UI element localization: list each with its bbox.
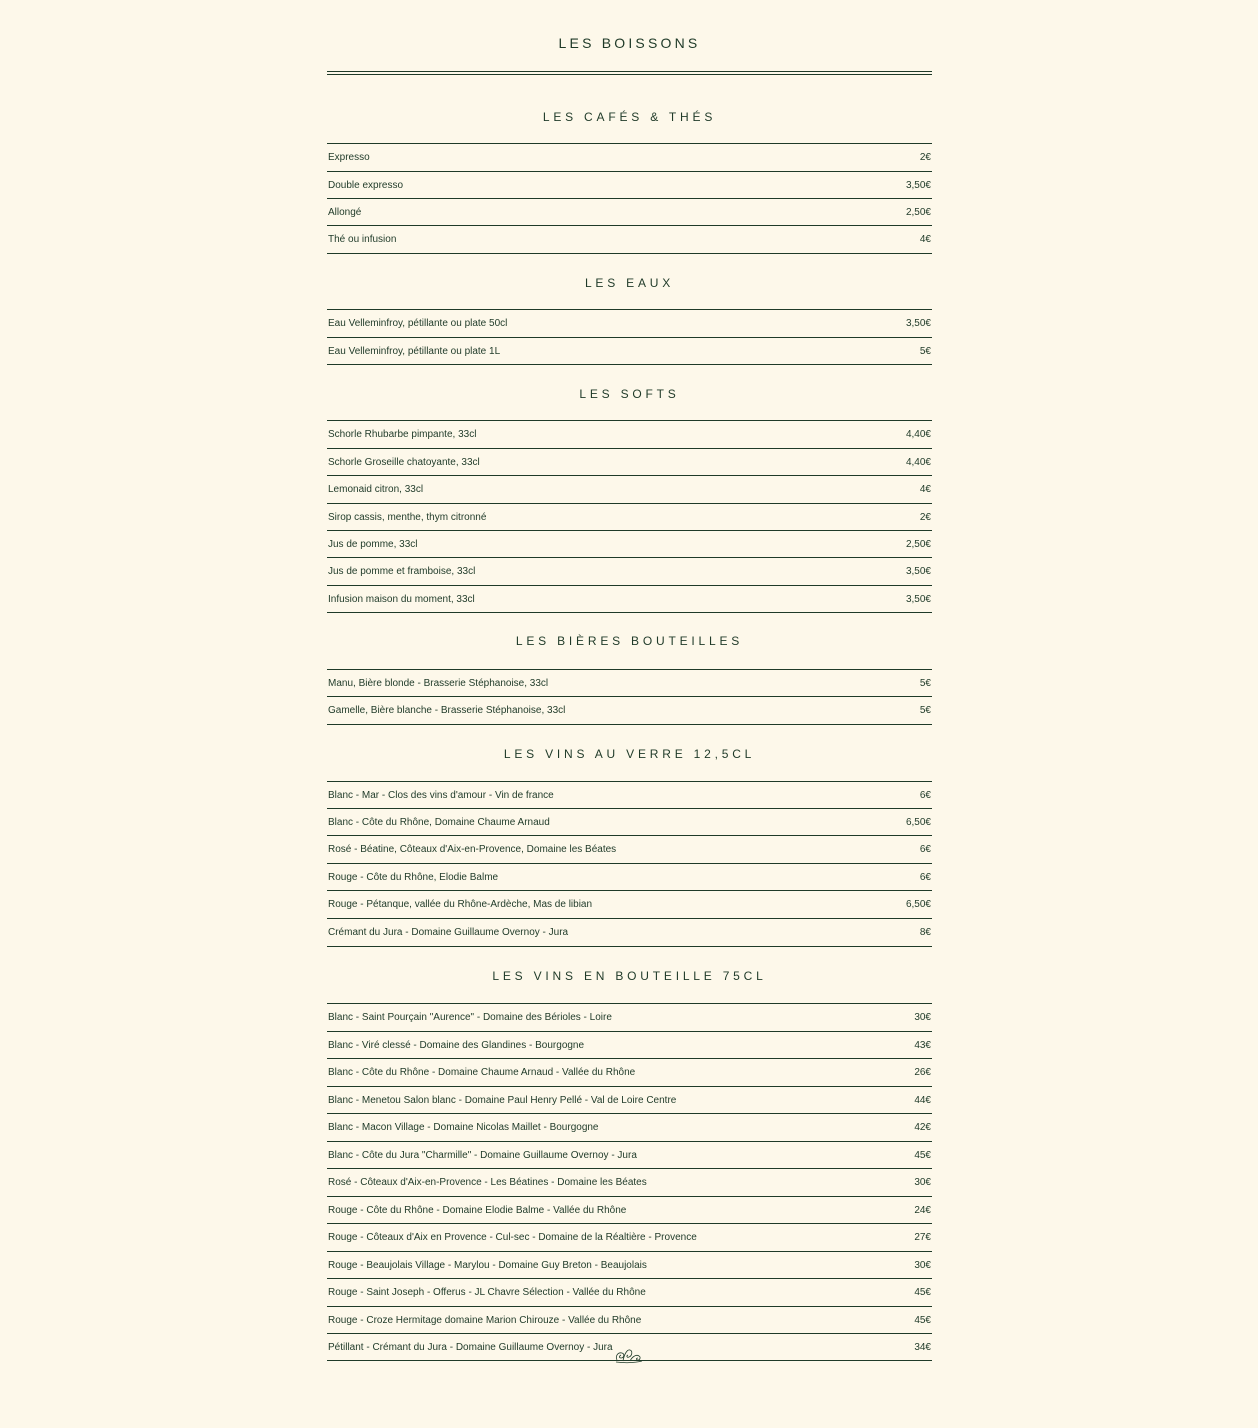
- menu-item-row: [327, 782, 932, 809]
- item-name: Gamelle, Bière blanche - Brasserie Stéphanoise, 33cl: [328, 705, 566, 716]
- item-name: Rouge - Beaujolais Village - Marylou - Domaine Guy Breton - Beaujolais: [328, 1259, 647, 1271]
- menu-item-row: [327, 558, 932, 586]
- section-title: LES SOFTS: [579, 387, 680, 401]
- section-title: LES BIÈRES BOUTEILLES: [515, 634, 744, 648]
- item-list: [327, 781, 932, 947]
- item-price: 2€: [919, 511, 931, 523]
- item-list: [327, 1003, 932, 1361]
- item-name: Rosé - Béatine, Côteaux d'Aix-en-Provence, Domaine les Béates: [328, 844, 617, 855]
- item-name: Rosé - Côteaux d'Aix-en-Provence - Les Béatines - Domaine les Béates: [328, 1177, 647, 1188]
- item-name: Blanc - Viré clessé - Domaine des Glandines - Bourgogne: [328, 1039, 585, 1051]
- menu-item-row: [327, 310, 932, 338]
- section-title: LES CAFÉS & THÉS: [542, 110, 717, 124]
- menu-item-row: [327, 891, 932, 919]
- item-name: Thé ou infusion: [328, 234, 397, 245]
- item-price: 4€: [919, 234, 931, 245]
- item-name: Blanc - Côte du Rhône - Domaine Chaume Arnaud - Vallée du Rhône: [328, 1067, 636, 1078]
- menu-item-row: [327, 1004, 932, 1032]
- menu-item-row: [327, 1252, 932, 1279]
- menu-sections: [327, 109, 932, 1361]
- item-price: 2€: [919, 152, 931, 163]
- item-name: Blanc - Macon Village - Domaine Nicolas Maillet - Bourgogne: [328, 1122, 599, 1133]
- item-price: 6,50€: [905, 899, 931, 910]
- menu-page: [327, 0, 932, 1361]
- item-name: Rouge - Côte du Rhône - Domaine Elodie Balme - Vallée du Rhône: [328, 1204, 627, 1216]
- item-name: Rouge - Pétanque, vallée du Rhône-Ardèche, Mas de libian: [328, 899, 593, 910]
- item-name: Blanc - Menetou Salon blanc - Domaine Paul Henry Pellé - Val de Loire Centre: [328, 1094, 677, 1106]
- item-name: Sirop cassis, menthe, thym citronné: [328, 511, 487, 523]
- item-price: 6€: [919, 871, 931, 883]
- menu-item-row: [327, 144, 932, 172]
- menu-item-row: [327, 697, 932, 725]
- menu-item-row: [327, 1169, 932, 1197]
- item-price: 30€: [914, 1259, 931, 1271]
- item-name: Allongé: [328, 206, 362, 218]
- menu-item-row: [327, 1059, 932, 1087]
- item-price: 3,50€: [905, 566, 931, 577]
- item-name: Blanc - Côte du Rhône, Domaine Chaume Arnaud: [328, 816, 550, 828]
- item-price: 30€: [914, 1012, 931, 1023]
- menu-item-row: [327, 809, 932, 836]
- item-name: Schorle Rhubarbe pimpante, 33cl: [328, 429, 477, 440]
- item-price: 44€: [914, 1094, 931, 1106]
- item-name: Blanc - Mar - Clos des vins d'amour - Vin de france: [328, 789, 554, 801]
- item-name: Blanc - Côte du Jura "Charmille" - Domaine Guillaume Overnoy - Jura: [328, 1149, 637, 1161]
- item-price: 3,50€: [905, 593, 931, 605]
- page-title: LES BOISSONS: [558, 35, 701, 51]
- item-name: Rouge - Croze Hermitage domaine Marion Chirouze - Vallée du Rhône: [328, 1314, 642, 1326]
- item-price: 2,50€: [905, 206, 931, 218]
- item-name: Double expresso: [328, 179, 404, 191]
- menu-item-row: [327, 338, 932, 365]
- menu-item-row: [327, 1197, 932, 1224]
- menu-item-row: [327, 476, 932, 504]
- item-price: 45€: [914, 1287, 931, 1298]
- item-price: 5€: [919, 345, 931, 357]
- menu-section: [327, 746, 932, 947]
- item-name: Jus de pomme et framboise, 33cl: [328, 566, 476, 577]
- item-price: 42€: [914, 1122, 931, 1133]
- menu-item-row: [327, 1224, 932, 1252]
- menu-item-row: [327, 449, 932, 476]
- menu-item-row: [327, 199, 932, 226]
- item-list: [327, 669, 932, 725]
- item-price: 3,50€: [905, 179, 931, 191]
- item-price: 5€: [919, 705, 931, 716]
- item-price: 5€: [919, 677, 931, 689]
- item-price: 4,40€: [905, 429, 931, 440]
- item-name: Rouge - Côte du Rhône, Elodie Balme: [328, 871, 499, 883]
- section-title: LES VINS EN BOUTEILLE 75CL: [492, 969, 767, 983]
- section-title: LES EAUX: [584, 276, 675, 290]
- item-name: Manu, Bière blonde - Brasserie Stéphanoise, 33cl: [328, 677, 549, 689]
- menu-item-row: [327, 172, 932, 199]
- item-name: Blanc - Saint Pourçain "Aurence" - Domaine des Bérioles - Loire: [328, 1012, 612, 1023]
- item-price: 45€: [914, 1149, 931, 1161]
- item-price: 2,50€: [905, 538, 931, 550]
- menu-section: [327, 386, 932, 613]
- menu-item-row: [327, 586, 932, 613]
- item-name: Schorle Groseille chatoyante, 33cl: [328, 456, 480, 468]
- item-price: 3,50€: [905, 318, 931, 329]
- menu-section: [327, 109, 932, 254]
- menu-item-row: [327, 836, 932, 864]
- item-price: 24€: [914, 1204, 931, 1216]
- item-price: 4€: [919, 484, 931, 495]
- menu-item-row: [327, 1032, 932, 1059]
- menu-item-row: [327, 531, 932, 558]
- item-price: 6€: [919, 844, 931, 855]
- item-price: 27€: [914, 1232, 931, 1243]
- menu-item-row: [327, 226, 932, 254]
- item-name: Rouge - Côteaux d'Aix en Provence - Cul-sec - Domaine de la Réaltière - Provence: [328, 1232, 697, 1243]
- decorative-flourish-icon: [614, 1344, 644, 1366]
- title-double-rule: [327, 71, 932, 75]
- menu-item-row: [327, 1307, 932, 1334]
- menu-section: [327, 968, 932, 1361]
- item-name: Eau Velleminfroy, pétillante ou plate 1L: [328, 345, 501, 357]
- item-price: 6€: [919, 789, 931, 801]
- item-price: 8€: [919, 927, 931, 938]
- menu-item-row: [327, 421, 932, 449]
- item-price: 34€: [914, 1341, 931, 1353]
- menu-item-row: [327, 1087, 932, 1114]
- menu-item-row: [327, 919, 932, 947]
- item-price: 30€: [914, 1177, 931, 1188]
- item-price: 26€: [914, 1067, 931, 1078]
- item-price: 6,50€: [905, 816, 931, 828]
- item-list: [327, 309, 932, 365]
- menu-item-row: [327, 504, 932, 531]
- menu-item-row: [327, 1279, 932, 1307]
- item-list: [327, 143, 932, 254]
- menu-item-row: [327, 864, 932, 891]
- menu-section: [327, 275, 932, 365]
- item-name: Infusion maison du moment, 33cl: [328, 593, 475, 605]
- item-name: Lemonaid citron, 33cl: [328, 484, 424, 495]
- item-name: Expresso: [328, 152, 370, 163]
- item-name: Eau Velleminfroy, pétillante ou plate 50cl: [328, 318, 508, 329]
- item-list: [327, 420, 932, 613]
- item-price: 4,40€: [905, 456, 931, 468]
- item-price: 45€: [914, 1314, 931, 1326]
- menu-item-row: [327, 1142, 932, 1169]
- menu-section: [327, 633, 932, 725]
- menu-item-row: [327, 670, 932, 697]
- item-name: Crémant du Jura - Domaine Guillaume Overnoy - Jura: [328, 927, 569, 938]
- item-name: Jus de pomme, 33cl: [328, 538, 418, 550]
- menu-item-row: [327, 1114, 932, 1142]
- section-title: LES VINS AU VERRE 12,5CL: [503, 747, 756, 761]
- item-price: 43€: [914, 1039, 931, 1051]
- item-name: Rouge - Saint Joseph - Offerus - JL Chavre Sélection - Vallée du Rhône: [328, 1287, 646, 1298]
- item-name: Pétillant - Crémant du Jura - Domaine Guillaume Overnoy - Jura: [328, 1341, 613, 1353]
